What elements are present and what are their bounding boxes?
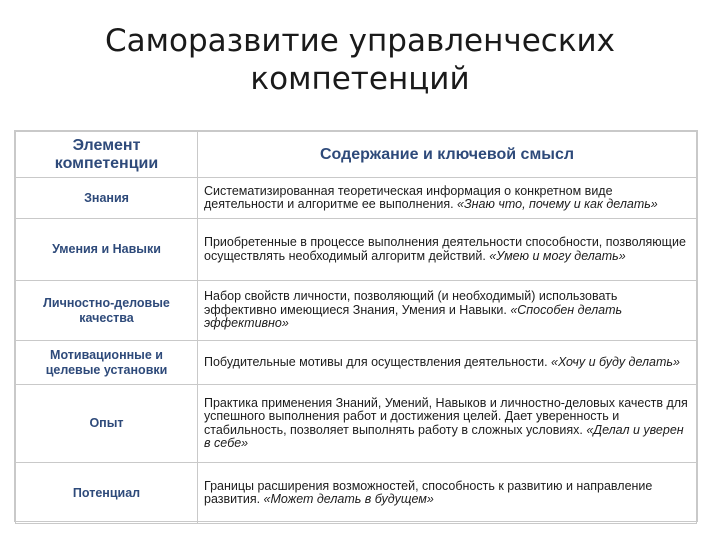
- row-description-cell: [198, 341, 697, 385]
- table-row: [16, 281, 697, 341]
- row-description-text: Приобретенные в процессе выполнения деятельности способности, позволяющие осуществлять необходимый алгоритм действий.: [204, 235, 686, 263]
- table-row: [16, 463, 697, 524]
- slide-title-line-1: Саморазвитие управленческих: [104, 23, 616, 59]
- row-description-quote: «Способен делать эффективно»: [204, 302, 623, 331]
- slide-title-line-2: компетенций: [250, 61, 470, 97]
- table-row: [16, 341, 697, 385]
- row-description-text: Систематизированная теоретическая информация о конкретном виде деятельности и алгоритме ее выполнения.: [204, 183, 613, 211]
- row-description-text: Побудительные мотивы для осуществления деятельности.: [204, 354, 552, 369]
- row-description-text: Набор свойств личности, позволяющий (и необходимый) использовать эффективно имеющиеся Знания, Умения и Навыки.: [204, 289, 618, 317]
- table-row: [16, 178, 697, 219]
- header-content: Содержание и ключевой смысл: [198, 132, 697, 178]
- slide-title: [0, 22, 720, 98]
- table-row: [16, 385, 697, 463]
- row-description-quote: «Хочу и буду делать»: [551, 354, 680, 369]
- row-description-quote: «Знаю что, почему и как делать»: [457, 197, 658, 211]
- table-row: [16, 219, 697, 281]
- competence-table: [14, 130, 698, 522]
- row-element-cell: Умения и Навыки: [16, 219, 198, 281]
- row-description-cell: [198, 219, 697, 281]
- row-description-cell: [198, 281, 697, 341]
- row-description-text: Границы расширения возможностей, способность к развитию и направление развития.: [204, 478, 653, 506]
- row-element-cell: Потенциал: [16, 463, 198, 524]
- table-header-row: [16, 132, 697, 178]
- row-element-cell: Знания: [16, 178, 198, 219]
- row-element-cell: Опыт: [16, 385, 198, 463]
- row-description-text: Практика применения Знаний, Умений, Навыков и личностно-деловых качеств для успешного выполнения работ и достижения целей. Дает уверенность и стабильность, позволяет выполнять работу в сложных условиях.: [204, 395, 688, 437]
- row-description-cell: [198, 463, 697, 524]
- row-description-cell: [198, 178, 697, 219]
- row-element-cell: Личностно-деловые качества: [16, 281, 198, 341]
- header-element: Элемент компетенции: [16, 132, 198, 178]
- row-element-cell: Мотивационные и целевые установки: [16, 341, 198, 385]
- row-description-quote: «Делал и уверен в себе»: [204, 422, 684, 450]
- row-description-cell: [198, 385, 697, 463]
- row-description-quote: «Может делать в будущем»: [263, 492, 434, 506]
- row-description-quote: «Умею и могу делать»: [489, 248, 626, 263]
